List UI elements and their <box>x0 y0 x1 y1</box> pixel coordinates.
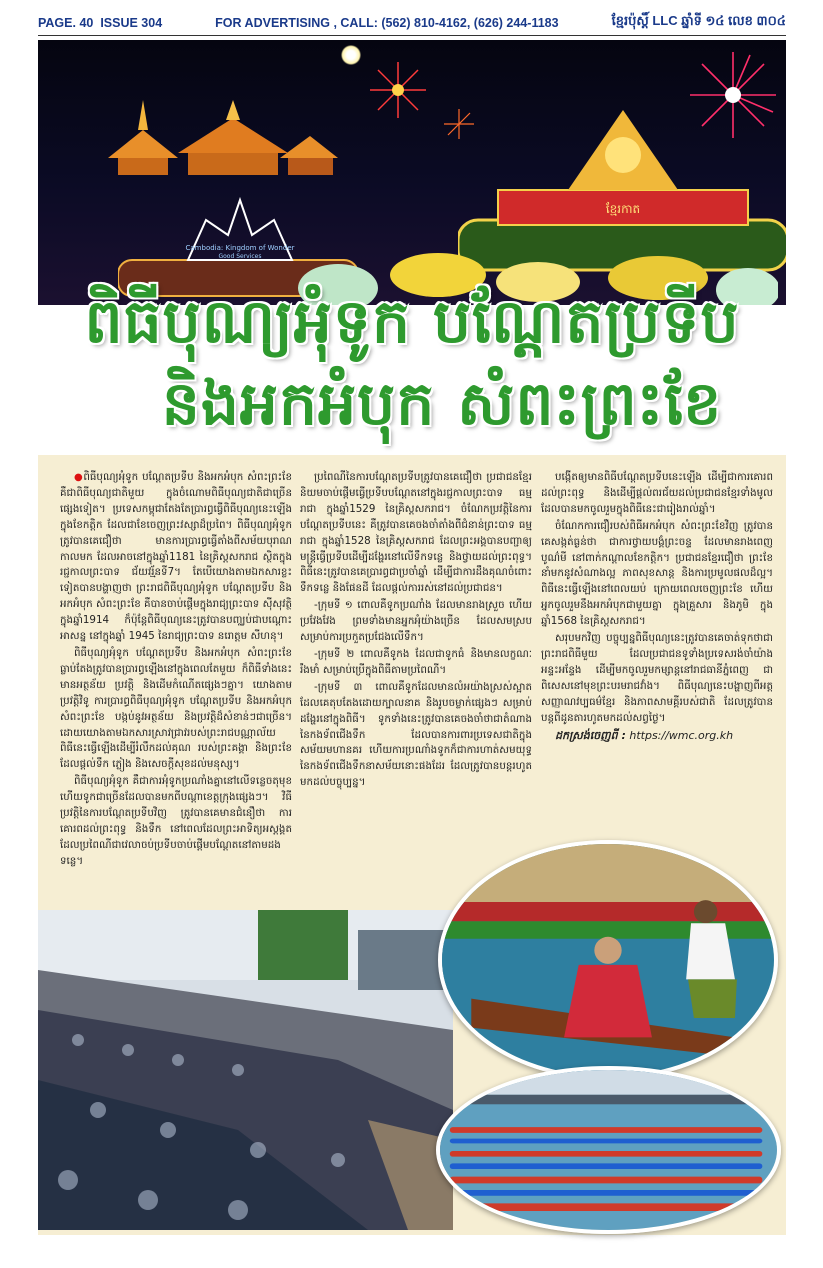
article-column-3 <box>541 470 773 810</box>
list-item: -ក្រុមទី ២ ពោលគឺទូកង ដែលជាទូកធំ និងមានលក្ខណៈរឹងមាំ សម្រាប់ប្រើក្នុងពិធីតាមប្រពៃណី។ <box>300 647 532 676</box>
paragraph: ចំណែកការជឿរបស់ពិធីអកអំបុក សំពះព្រះខែវិញ ត្រូវបានគេសង្កត់ធ្ងន់ថា ជាការថ្វាយបង្គំព្រះចន្ទ ដែលមានរាងពេញបូណ៌មី នៅពាក់កណ្តាលខែកត្តិក។ ប្រជាជនខ្មែរជឿថា ព្រះខែនាំមកនូវសំណាងល្អ ភាពសុខសាន្ត និងការប្រមូលផលដ៏ល្អ។ ពិធីនេះធ្វើឡើងនៅពេលយប់ ក្រោយពេលចេញព្រះខែ ហើយអ្នកចូលរួមនឹងអកអំបុកជាមួយគ្នា ក្នុងគ្រួសារ និងភូមិ ក្នុងឆ្នាំ1568 នៃគ្រិស្តសករាជ។ <box>541 519 773 628</box>
source-label: ដកស្រង់ចេញពី : <box>555 728 626 742</box>
paragraph: ●ពិធីបុណ្យអុំទូក បណ្តែតប្រទីប និងអកអំបុក សំពះព្រះខែ គឺជាពិធីបុណ្យជាតិមួយ ក្នុងចំណោមពិធីបុណ្យជាតិជាច្រើនផ្សេងទៀត។ ប្រទេសកម្ពុជាតែងតែប្រារព្ធធ្វើពិធីបុណ្យនេះឡើងក្នុងខែកត្តិក ដែលជាខែចេញព្រះវស្សាដ៏ប្រពៃ។ ពិធីបុណ្យអុំទូកត្រូវបានគេជឿថា មានការប្រារព្ធធ្វើតាំងពីសម័យបុរាណកាលមក ដែលអាចនៅក្នុងឆ្នាំ1181 នៃគ្រិស្តសករាជ ស្ថិតក្នុងរជ្ជកាលព្រះបាទ ជ័យវរ្ម័នទី7។ តែបើយោងតាមឯកសារខ្លះទៀតបានបង្ហាញថា ព្រះរាជពិធីបុណ្យអុំទូក បណ្តែតប្រទីប និងអកអំបុក សំពះព្រះខែ គឺបានចាប់ផ្តើមក្នុងរាជ្យព្រះបាទ ស៊ីសុវត្ថិ ក្នុងឆ្នាំ1914 ក៏ប៉ុន្តែពិធីបុណ្យនេះត្រូវបានបញ្ឈប់ជាបណ្តោះអាសន្ន នៅក្នុងឆ្នាំ 1945 នៃរាជ្យព្រះបាទ នរោត្តម សីហនុ។ <box>60 471 292 643</box>
paragraph: ពិធីបុណ្យអុំទូក បណ្តែតប្រទីប និងអកអំបុក សំពះព្រះខែ ធ្លាប់តែងត្រូវបានប្រារព្ធឡើងនៅក្នុងពេលតែមួយ ក៏ពិធីទាំងនេះមានអត្ថន័យ ប្រវត្តិ និងដើមកំណើតផ្សេងៗគ្នា។ យោងតាមប្រវត្តិវិទូ ការប្រារព្ធពិធីបុណ្យអុំទូក បណ្តែតប្រទីប និងអកអំបុក សំពះព្រះខែ បង្កប់នូវអត្ថន័យ និងប្រវត្តិដ៏សំខាន់ៗជាច្រើន។ ដោយយោងតាមឯកសារស្រាវជ្រាវរបស់ព្រះរាជបណ្ណាល័យ ពិធីនេះធ្វើឡើងដើម្បីរំលឹកដល់គុណ របស់ព្រះគង្គា និងព្រះខែ ដែលផ្តល់ទឹក ភ្លៀង និងសេចក្តីសុខដល់មនុស្ស។ <box>60 646 292 771</box>
page-header <box>38 10 786 36</box>
boat-label: ខ្មែរកាត <box>605 202 641 216</box>
paragraph: បង្កើតឲ្យមានពិធីបណ្តែតប្រទីបនេះឡើង ដើម្បីជាការគោរពដល់ព្រះពុទ្ធ និងដើម្បីផ្តល់ពរជ័យដល់ប្រជាជនខ្មែរទាំងមូល ដែលបានមកចូលរួមក្នុងពិធីនេះជារៀងរាល់ឆ្នាំ។ <box>541 471 773 515</box>
firework <box>368 60 428 120</box>
advertising-line: FOR ADVERTISING , CALL: (562) 810-4162, (626) 244-1183 <box>215 15 559 30</box>
source-url: https://wmc.org.kh <box>629 728 734 742</box>
list-item: -ក្រុមទី ១ ពោលគឺទូកប្រណាំង ដែលមានរាងស្រួច ហើយប្រវែងវែង ព្រមទាំងមានអ្នកអុំយ៉ាងច្រើន ដែលសមស្របសម្រាប់ការប្រកួតប្រជែងលើទឹក។ <box>300 599 532 644</box>
boat-dancer-photo <box>438 840 778 1080</box>
bullet-icon: ● <box>74 472 84 483</box>
sign-text-1: Cambodia: Kingdom of Wonder <box>185 244 295 252</box>
paragraph: សរុបមកវិញ បច្ចុប្បន្នពិធីបុណ្យនេះត្រូវបានគេចាត់ទុកថាជាព្រះរាជពិធីមួយ ដែលប្រជាជនទូទាំងប្រទេសរង់ចាំយ៉ាងអន្ទះអន្ទែង ដើម្បីមកចូលរួមកម្សាន្តនៅរាជធានីភ្នំពេញ ជាពិសេសនៅមុខព្រះបរមរាជវាំង។ ពិធីបុណ្យនេះបង្ហាញពីអត្តសញ្ញាណវប្បធម៌ខ្មែរ និងភាពសាមគ្គីរបស់ជាតិ ដែលត្រូវបានបន្តពីដូនតារហូតមកដល់សព្វថ្ងៃ។ <box>541 632 773 724</box>
crowd-photo <box>38 910 453 1230</box>
article-column-1 <box>60 470 292 910</box>
boat-race-photo <box>436 1066 781 1234</box>
masthead: ខ្មែរប៉ុស្តិ៍ LLC ឆ្នាំទី ១៤ លេខ ៣០៤ <box>611 13 786 28</box>
sign-text-2: Good Services <box>218 253 262 260</box>
page-number <box>38 16 162 30</box>
list-item: -ក្រុមទី ៣ ពោលគឺទូកដែលមានលំអយ៉ាងស្រស់ស្អាត ដែលគេតុបតែងដោយក្បាលនាគ និងរូបចម្លាក់ផ្សេងៗ សម្រាប់ដង្ហែរនៅក្នុងពិធី។ ទូកទាំងនេះត្រូវបានគេចងចាំថាជាតំណាងនៃកងទ័ពជើងទឹក ដែលបានការពារប្រទេសជាតិក្នុងសម័យមហានគរ ហើយការប្រណាំងទូកក៏ជាការហាត់សមយុទ្ធនៃកងទ័ពជើងទឹកនាសម័យនោះផងដែរ ដែលត្រូវបានបន្តរហូតមកដល់បច្ចុប្បន្ន។ <box>300 680 532 789</box>
moon <box>341 45 361 65</box>
source-credit <box>541 728 773 744</box>
issue-label: ISSUE 304 <box>100 15 163 30</box>
paragraph: ពិធីបុណ្យអុំទូក គឺជាការអុំទូកប្រណាំងគ្នានៅលើទន្លេចតុមុខ ហើយទូកជាច្រើនដែលបានមកពីបណ្តាខេត្តក្រុងផ្សេងៗ។ វិធីប្រវត្តិនៃការបណ្តែតប្រទីបវិញ ត្រូវបានគេមានជំនឿថា ការគោរពដល់ព្រះពុទ្ធ និងទឹក នៅពេលដែលព្រះអាទិត្យអស្តង្គត ដែលប្រពៃណីជាវេលាចប់ប្រទីបចាប់ផ្តើមបណ្តែតនៅតាមដងទន្លេ។ <box>60 775 292 867</box>
hero-photo-collage <box>38 40 786 305</box>
page-label: PAGE. 40 <box>38 15 94 30</box>
headline-line-2: និងអកអំបុក សំពះព្រះខែ <box>161 369 723 439</box>
paragraph: ប្រពៃណីនៃការបណ្តែតប្រទីបត្រូវបានគេជឿថា ប្រជាជនខ្មែរនិយមចាប់ផ្តើមធ្វើប្រទីបបណ្តែតនៅក្នុងរជ្ជកាលព្រះបាទ ធម្មរាជា ក្នុងឆ្នាំ1529 នៃគ្រិស្តសករាជ។ ចំណែកប្រវត្តិនៃការបណ្តែតប្រទីបនេះ គឺត្រូវបានគេចងចាំតាំងពីជំនាន់ព្រះបាទ ធម្មរាជា ក្នុងឆ្នាំ1528 នៃគ្រិស្តសករាជ ដែលព្រះអង្គបានបញ្ជាឲ្យមន្ត្រីធ្វើប្រទីបដើម្បីដង្ហែរនៅលើទឹកទន្លេ និងថ្វាយដល់ព្រះពុទ្ធ។ ពិធីនេះត្រូវបានគេប្រារព្ធជាប្រចាំឆ្នាំ ដើម្បីជាការដឹងគុណចំពោះទឹកទន្លេ និងផែនដី ដែលផ្តល់ការរស់នៅដល់ប្រជាជន។ <box>300 471 532 595</box>
article-column-2 <box>300 470 532 892</box>
royal-palace-illustration <box>108 100 338 180</box>
headline-line-1: ពិធីបុណ្យអុំទូក បណ្តែតប្រទីប <box>84 287 740 357</box>
